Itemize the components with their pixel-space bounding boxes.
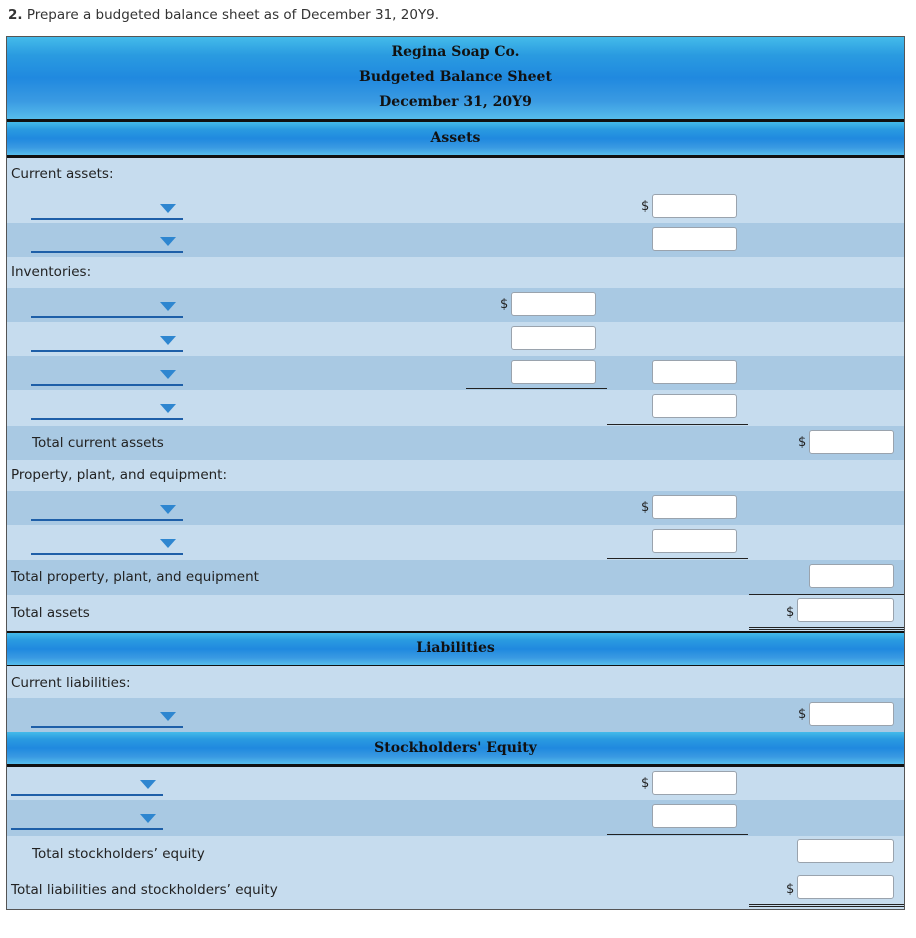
chevron-down-icon xyxy=(160,370,176,379)
inventory-dropdown-3[interactable] xyxy=(31,360,183,386)
total-current-assets-label: Total current assets xyxy=(32,435,164,451)
inventory-line-3 xyxy=(7,356,904,390)
current-asset-line-2 xyxy=(7,223,904,257)
total-equity-label: Total stockholders’ equity xyxy=(32,846,205,862)
current-asset-dropdown-1[interactable] xyxy=(31,194,183,220)
liabilities-title: Liabilities xyxy=(416,640,495,656)
chevron-down-icon xyxy=(160,505,176,514)
question-text xyxy=(8,7,439,23)
current-asset-amount-1[interactable] xyxy=(652,194,737,218)
chevron-down-icon xyxy=(160,237,176,246)
equity-amount-1[interactable] xyxy=(652,771,737,795)
current-asset-dropdown-2[interactable] xyxy=(31,227,183,253)
current-assets-label: Current assets: xyxy=(11,166,114,182)
inventory-amount-2[interactable] xyxy=(511,326,596,350)
ppe-line-2 xyxy=(7,525,904,560)
total-assets-label: Total assets xyxy=(11,605,90,621)
total-liab-equity-amount[interactable] xyxy=(797,875,894,899)
assets-header xyxy=(7,122,904,158)
inventory-dropdown-4[interactable] xyxy=(31,394,183,420)
total-current-assets-amount[interactable] xyxy=(809,430,894,454)
chevron-down-icon xyxy=(140,780,156,789)
inventory-amount-3[interactable] xyxy=(511,360,596,384)
dollar-sign: $ xyxy=(641,199,650,214)
dollar-sign: $ xyxy=(500,297,509,312)
equity-dropdown-1[interactable] xyxy=(11,770,163,796)
current-asset-amount-2[interactable] xyxy=(652,227,737,251)
dollar-sign: $ xyxy=(641,776,650,791)
chevron-down-icon xyxy=(160,302,176,311)
ppe-line-1 xyxy=(7,491,904,525)
liabilities-header xyxy=(7,631,904,668)
balance-sheet xyxy=(6,36,905,910)
total-ppe-amount[interactable] xyxy=(809,564,894,588)
statement-header xyxy=(7,37,904,122)
dollar-sign: $ xyxy=(798,435,807,450)
total-equity-amount[interactable] xyxy=(797,839,894,863)
chevron-down-icon xyxy=(160,336,176,345)
equity-line-1 xyxy=(7,767,904,800)
inventory-line-2 xyxy=(7,322,904,356)
ppe-amount-1[interactable] xyxy=(652,495,737,519)
inventory-dropdown-2[interactable] xyxy=(31,326,183,352)
current-assets-row xyxy=(7,158,904,190)
dollar-sign: $ xyxy=(786,882,795,897)
total-ppe-row xyxy=(7,560,904,595)
chevron-down-icon xyxy=(140,814,156,823)
equity-amount-2[interactable] xyxy=(652,804,737,828)
chevron-down-icon xyxy=(160,712,176,721)
assets-title: Assets xyxy=(430,130,481,146)
current-liability-amount-1[interactable] xyxy=(809,702,894,726)
equity-header xyxy=(7,732,904,767)
inventory-total-amount[interactable] xyxy=(652,360,737,384)
ppe-row xyxy=(7,460,904,491)
equity-title: Stockholders' Equity xyxy=(374,740,537,756)
current-liabilities-label: Current liabilities: xyxy=(11,675,131,691)
inventory-amount-4[interactable] xyxy=(652,394,737,418)
statement-date: December 31, 20Y9 xyxy=(379,94,532,110)
subtotal-rule xyxy=(607,424,748,425)
company-name: Regina Soap Co. xyxy=(391,44,520,60)
total-current-assets-row xyxy=(7,426,904,460)
inventories-row xyxy=(7,257,904,288)
inventory-amount-1[interactable] xyxy=(511,292,596,316)
ppe-amount-2[interactable] xyxy=(652,529,737,553)
chevron-down-icon xyxy=(160,204,176,213)
chevron-down-icon xyxy=(160,539,176,548)
inventories-label: Inventories: xyxy=(11,264,92,280)
total-ppe-label: Total property, plant, and equipment xyxy=(11,569,259,585)
inventory-dropdown-1[interactable] xyxy=(31,292,183,318)
subtotal-rule xyxy=(466,388,607,389)
subtotal-rule xyxy=(607,558,748,559)
current-liability-dropdown-1[interactable] xyxy=(31,702,183,728)
double-rule xyxy=(749,627,904,630)
total-equity-row xyxy=(7,836,904,871)
ppe-dropdown-1[interactable] xyxy=(31,495,183,521)
equity-line-2 xyxy=(7,800,904,836)
dollar-sign: $ xyxy=(786,605,795,620)
dollar-sign: $ xyxy=(798,707,807,722)
total-liab-equity-label: Total liabilities and stockholders’ equity xyxy=(11,882,278,898)
total-assets-amount[interactable] xyxy=(797,598,894,622)
ppe-dropdown-2[interactable] xyxy=(31,529,183,555)
total-liab-equity-row xyxy=(7,871,904,909)
double-rule xyxy=(749,904,904,907)
subtotal-rule xyxy=(607,834,748,835)
current-asset-line-1 xyxy=(7,190,904,223)
chevron-down-icon xyxy=(160,404,176,413)
inventory-line-1 xyxy=(7,288,904,322)
statement-title: Budgeted Balance Sheet xyxy=(359,69,552,85)
current-liabilities-row xyxy=(7,666,904,698)
equity-dropdown-2[interactable] xyxy=(11,804,163,830)
ppe-label: Property, plant, and equipment: xyxy=(11,467,228,483)
total-assets-row xyxy=(7,595,904,631)
inventory-line-4 xyxy=(7,390,904,426)
question-number: 2. xyxy=(8,7,23,23)
question-prompt: Prepare a budgeted balance sheet as of December 31, 20Y9. xyxy=(26,7,440,23)
current-liability-line-1 xyxy=(7,698,904,732)
dollar-sign: $ xyxy=(641,500,650,515)
